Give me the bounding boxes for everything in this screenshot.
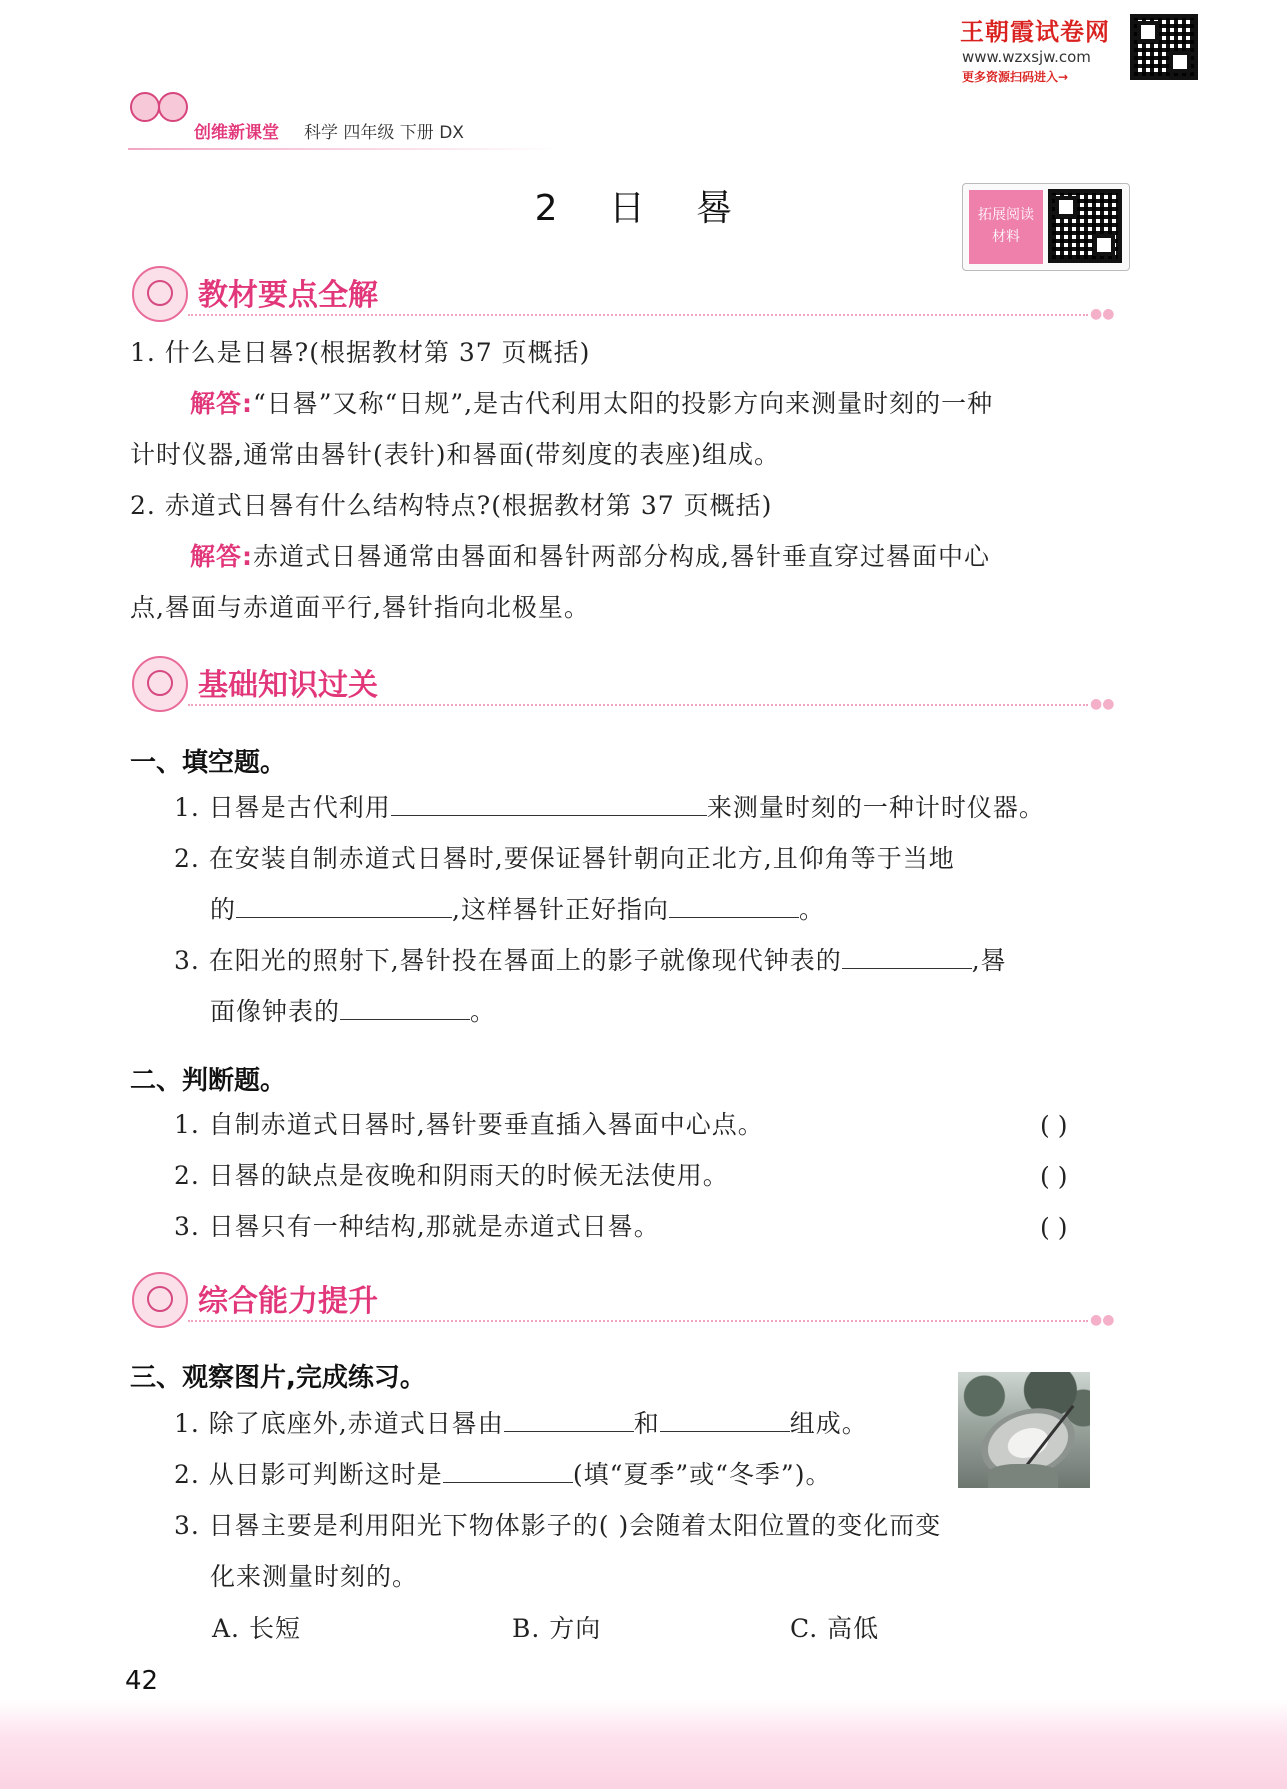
- footer-band: [0, 1700, 1287, 1789]
- section-title: 基础知识过关: [198, 668, 378, 703]
- fill-question-3-cont: 面像钟表的 。: [210, 986, 496, 1037]
- page-title: 2 日 晷: [534, 188, 753, 229]
- section-header: [128, 262, 1128, 322]
- brand-url[interactable]: www.wzxsjw.com: [962, 48, 1091, 66]
- option-b[interactable]: B. 方向: [512, 1614, 602, 1643]
- answer-blank[interactable]: [842, 942, 972, 969]
- dots-icon: ●●: [1090, 696, 1115, 712]
- option-c[interactable]: C. 高低: [790, 1614, 880, 1643]
- extended-reading-label: 拓展阅读 材料: [969, 190, 1043, 264]
- observe-question-2: 2. 从日影可判断这时是 (填“夏季”或“冬季”)。: [174, 1449, 831, 1500]
- section-title: 综合能力提升: [198, 1284, 378, 1319]
- answer-line: 解答:“日晷”又称“日规”,是古代利用太阳的投影方向来测量时刻的一种: [190, 389, 994, 418]
- fill-question-2: 2. 在安装自制赤道式日晷时,要保证晷针朝向正北方,且仰角等于当地: [174, 844, 955, 873]
- header-divider: [128, 148, 558, 150]
- girl-mascot-icon: [132, 656, 188, 712]
- header-course: 科学 四年级 下册 DX: [304, 123, 464, 143]
- sundial-photo: [958, 1372, 1090, 1488]
- observe-question-3: 3. 日晷主要是利用阳光下物体影子的( )会随着太阳位置的变化而变: [174, 1511, 942, 1540]
- dots-icon: ●●: [1090, 306, 1115, 322]
- answer-blank[interactable]: [504, 1405, 634, 1432]
- answer-blank[interactable]: [443, 1456, 573, 1483]
- section-header: [128, 1268, 1128, 1328]
- answer-blank[interactable]: [236, 891, 452, 918]
- section-header: [128, 652, 1128, 712]
- qr-code-icon[interactable]: [1130, 14, 1198, 80]
- question-text: 2. 赤道式日晷有什么结构特点?(根据教材第 37 页概括): [130, 491, 773, 520]
- fill-question-1: 1. 日晷是古代利用 来测量时刻的一种计时仪器。: [174, 782, 1045, 833]
- answer-paren[interactable]: ( ): [1040, 1111, 1068, 1140]
- kids-logo-icon: [128, 88, 190, 154]
- answer-line: 点,晷面与赤道面平行,晷针指向北极星。: [130, 593, 590, 622]
- answer-blank[interactable]: [340, 993, 470, 1020]
- fill-heading: 一、填空题。: [130, 748, 287, 778]
- section-divider: [188, 314, 1088, 316]
- answer-paren[interactable]: ( ): [1040, 1162, 1068, 1191]
- section-title: 教材要点全解: [198, 278, 378, 313]
- brand-tip: 更多资源扫码进入→: [962, 70, 1069, 84]
- judge-item: 1. 自制赤道式日晷时,晷针要垂直插入晷面中心点。: [174, 1110, 764, 1139]
- judge-item: 2. 日晷的缺点是夜晚和阴雨天的时候无法使用。: [174, 1161, 729, 1190]
- answer-blank[interactable]: [391, 789, 707, 816]
- qr-code-icon[interactable]: [1048, 189, 1122, 263]
- fill-question-3: 3. 在阳光的照射下,晷针投在晷面上的影子就像现代钟表的 ,晷: [174, 935, 1007, 986]
- option-a[interactable]: A. 长短: [212, 1614, 301, 1643]
- answer-label: 解答:: [190, 389, 253, 418]
- book-mascot-icon: [132, 266, 188, 322]
- answer-paren[interactable]: ( ): [1040, 1213, 1068, 1242]
- observe-question-1: 1. 除了底座外,赤道式日晷由 和 组成。: [174, 1398, 868, 1449]
- dots-icon: ●●: [1090, 1312, 1115, 1328]
- judge-item: 3. 日晷只有一种结构,那就是赤道式日晷。: [174, 1212, 660, 1241]
- answer-line: 计时仪器,通常由晷针(表针)和晷面(带刻度的表座)组成。: [130, 440, 780, 469]
- page-number: 42: [125, 1666, 159, 1696]
- answer-blank[interactable]: [660, 1405, 790, 1432]
- observe-heading: 三、观察图片,完成练习。: [130, 1363, 426, 1393]
- fill-question-2-cont: 的 ,这样晷针正好指向 。: [210, 884, 825, 935]
- answer-line: 解答:赤道式日晷通常由晷面和晷针两部分构成,晷针垂直穿过晷面中心: [190, 542, 990, 571]
- answer-blank[interactable]: [669, 891, 799, 918]
- question-text: 1. 什么是日晷?(根据教材第 37 页概括): [130, 338, 591, 367]
- section-divider: [188, 704, 1088, 706]
- observe-question-3-cont: 化来测量时刻的。: [210, 1562, 419, 1591]
- brand-name: 王朝霞试卷网: [960, 18, 1110, 46]
- answer-label: 解答:: [190, 542, 253, 571]
- header-logo: 创维新课堂: [194, 123, 279, 143]
- judge-heading: 二、判断题。: [130, 1066, 287, 1096]
- monkey-mascot-icon: [132, 1272, 188, 1328]
- section-divider: [188, 1320, 1088, 1322]
- brand-block: [960, 12, 1270, 82]
